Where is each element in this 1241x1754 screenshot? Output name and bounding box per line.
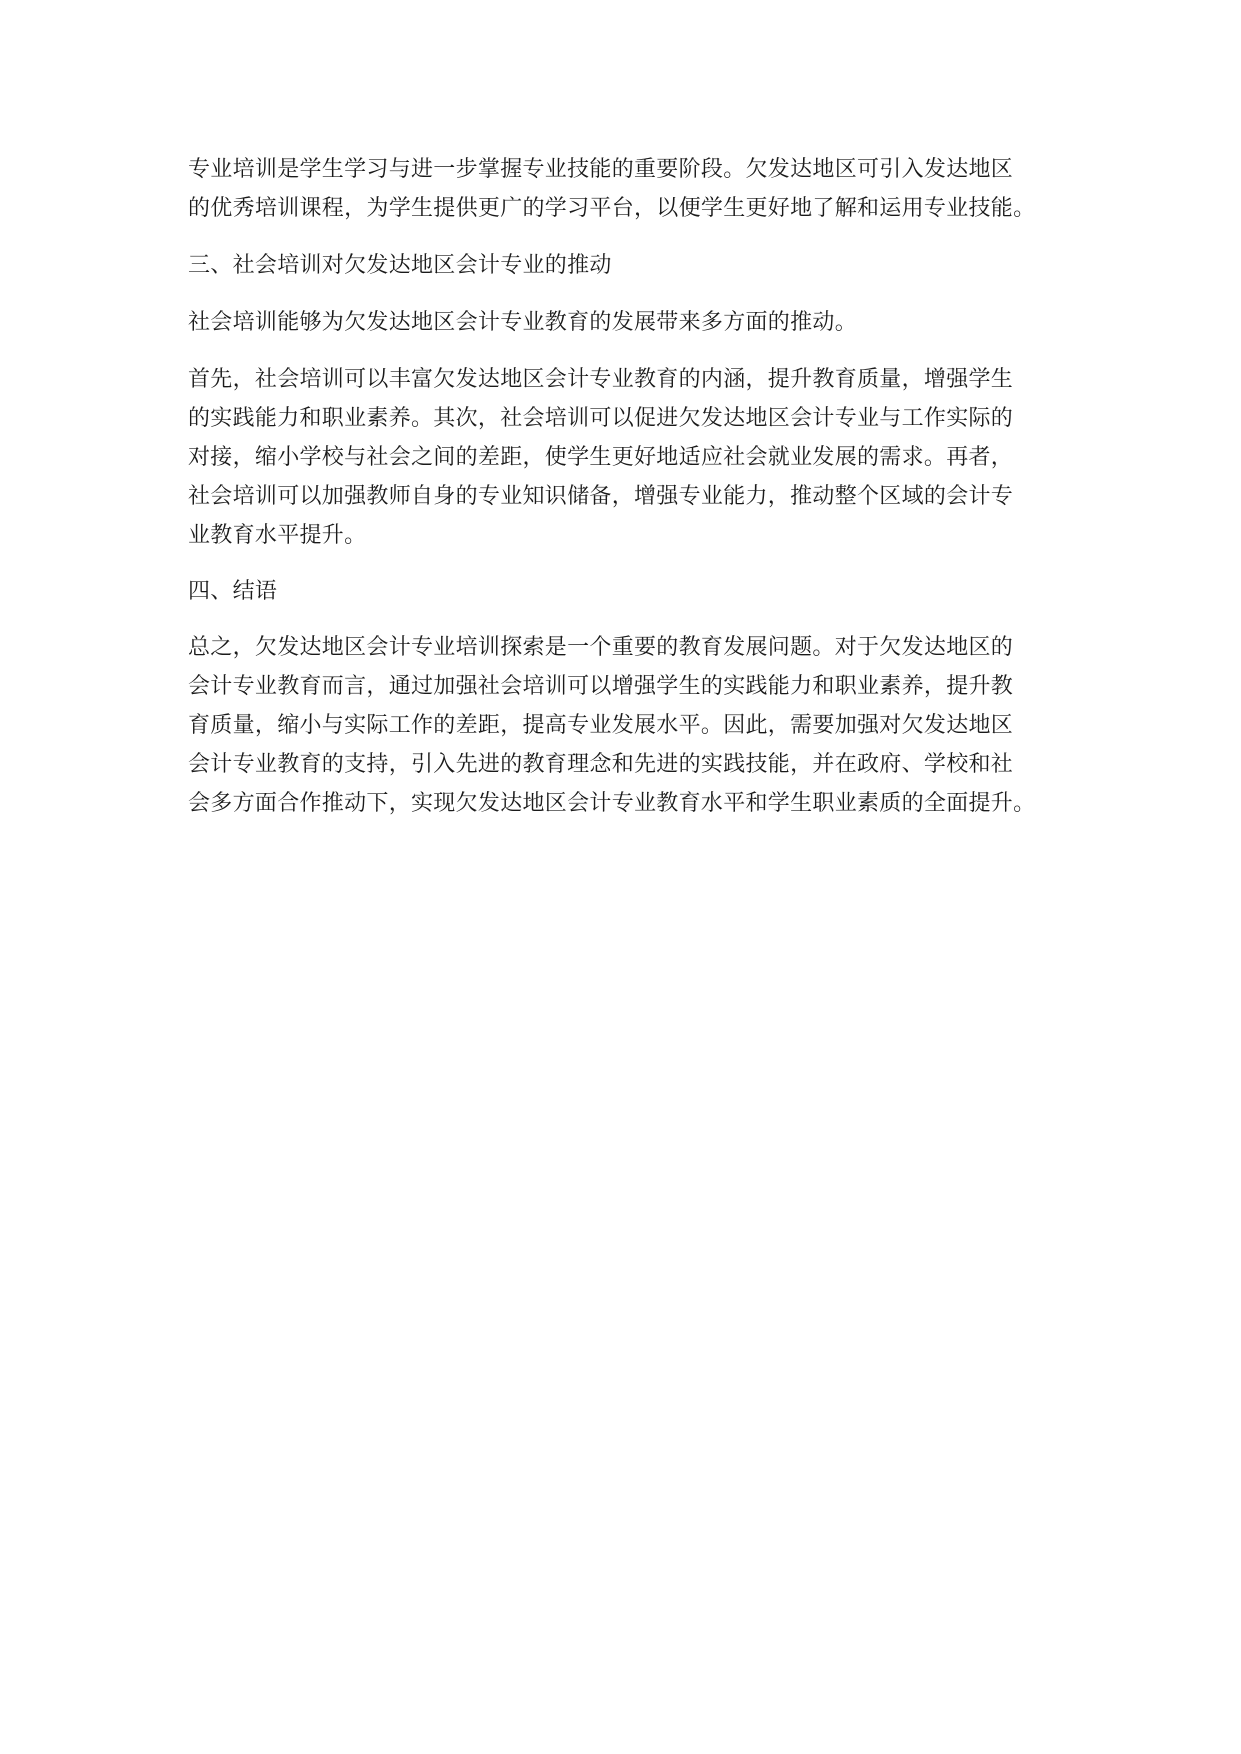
- text-line: 首先，社会培训可以丰富欠发达地区会计专业教育的内涵，提升教育质量，增强学生: [188, 367, 1014, 392]
- section3-paragraph-2: [188, 360, 1088, 555]
- text-line: 专业培训是学生学习与进一步掌握专业技能的重要阶段。欠发达地区可引入发达地区: [188, 157, 1014, 182]
- section-heading-3: [188, 246, 1088, 285]
- text-line: 会多方面合作推动下，实现欠发达地区会计专业教育水平和学生职业素质的全面提升。: [188, 791, 1036, 816]
- text-line: 的实践能力和职业素养。其次，社会培训可以促进欠发达地区会计专业与工作实际的: [188, 406, 1014, 431]
- text-line: 会计专业教育而言，通过加强社会培训可以增强学生的实践能力和职业素养，提升教: [188, 674, 1014, 699]
- section3-paragraph-1: [188, 303, 1088, 342]
- text-line: 会计专业教育的支持，引入先进的教育理念和先进的实践技能，并在政府、学校和社: [188, 752, 1014, 777]
- text-line: 的优秀培训课程，为学生提供更广的学习平台，以便学生更好地了解和运用专业技能。: [188, 196, 1036, 221]
- heading-text: 四、结语: [188, 579, 278, 604]
- heading-text: 三、社会培训对欠发达地区会计专业的推动: [188, 253, 612, 278]
- text-line: 社会培训能够为欠发达地区会计专业教育的发展带来多方面的推动。: [188, 310, 858, 335]
- section4-paragraph-1: [188, 628, 1088, 823]
- section-heading-4: [188, 572, 1088, 611]
- document-body: [188, 150, 1088, 823]
- text-line: 对接，缩小学校与社会之间的差距，使学生更好地适应社会就业发展的需求。再者，: [188, 445, 1014, 470]
- text-line: 社会培训可以加强教师自身的专业知识储备，增强专业能力，推动整个区域的会计专: [188, 484, 1014, 509]
- text-line: 业教育水平提升。: [188, 523, 367, 548]
- paragraph-intro: [188, 150, 1088, 228]
- text-line: 总之，欠发达地区会计专业培训探索是一个重要的教育发展问题。对于欠发达地区的: [188, 635, 1014, 660]
- text-line: 育质量，缩小与实际工作的差距，提高专业发展水平。因此，需要加强对欠发达地区: [188, 713, 1014, 738]
